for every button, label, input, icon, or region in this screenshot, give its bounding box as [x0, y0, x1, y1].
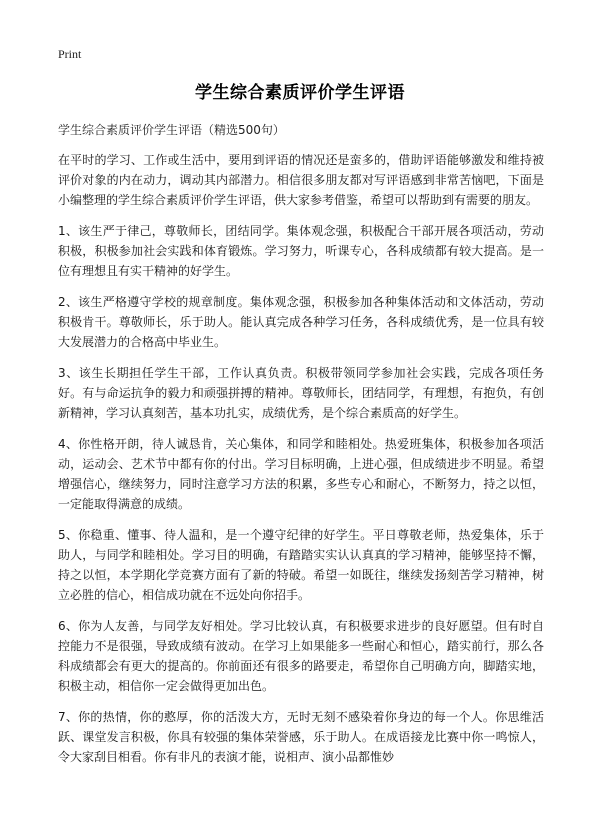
paragraph-comment-4: 4、你性格开朗，待人诚恳肯，关心集体，和同学和睦相处。热爱班集体，积极参加各项活动，运动会、艺术节中都有你的付出。学习目标明确，上进心强，但成绩进步不明显。希望增强信心，继续努力，同时注意学习方法的积累，多些专心和耐心，不断努力，持之以恒，一定能取得满意的成绩。	[58, 437, 544, 511]
paragraph-comment-3: 3、该生长期担任学生干部，工作认真负责。积极带领同学参加社会实践，完成各项任务好。有与命运抗争的毅力和顽强拼搏的精神。尊敬师长，团结同学，有理想，有抱负，有创新精神，学习认真刻苦，基本功扎实，成绩优秀，是个综合素质高的好学生。	[58, 366, 544, 420]
print-link[interactable]: Print	[58, 47, 82, 61]
paragraph-comment-5: 5、你稳重、懂事、待人温和，是一个遵守纪律的好学生。平日尊敬老师，热爱集体，乐于助人，与同学和睦相处。学习目的明确，有踏踏实实认认真真的学习精神，能够坚持不懈，持之以恒，本学期化学竞赛方面有了新的特破。希望一如既往，继续发扬刻苦学习精神，树立必胜的信心，相信成功就在不远处向你招手。	[58, 528, 544, 602]
page-title: 学生综合素质评价学生评语	[195, 83, 405, 103]
paragraph-comment-7: 7、你的热情，你的憨厚，你的活泼大方，无时无刻不感染着你身边的每一个人。你思维活跃、课堂发言积极，你具有较强的集体荣誉感，乐于助人。在成语接龙比赛中你一鸣惊人，令大家刮目相看。你有非凡的表演才能，说相声、演小品都惟妙	[58, 710, 544, 764]
paragraph-comment-1: 1、该生严于律己，尊敬师长，团结同学。集体观念强，积极配合干部开展各项活动，劳动积极，积极参加社会实践和体育锻炼。学习努力，听课专心，各科成绩都有较大提高。是一位有理想且有实干精神的好学生。	[58, 224, 544, 278]
paragraph-comment-6: 6、你为人友善，与同学友好相处。学习比较认真，有积极要求进步的良好愿望。但有时自控能力不是很强，导致成绩有波动。在学习上如果能多一些耐心和恒心，踏实前行，那么各科成绩都会有更大的提高的。你前面还有很多的路要走，希望你自己明确方向，脚踏实地，积极主动，相信你一定会做得更加出色。	[58, 619, 544, 693]
page-subtitle: 学生综合素质评价学生评语（精选500句）	[58, 123, 285, 137]
article-body	[58, 150, 544, 778]
paragraph-intro: 在平时的学习、工作或生活中，要用到评语的情况还是蛮多的，借助评语能够激发和维持被评价对象的内在动力，调动其内部潜力。相信很多朋友都对写评语感到非常苦恼吧，下面是小编整理的学生综合素质评价学生评语，供大家参考借鉴，希望可以帮助到有需要的朋友。	[58, 153, 544, 207]
paragraph-comment-2: 2、该生严格遵守学校的规章制度。集体观念强，积极参加各种集体活动和文体活动，劳动积极肯干。尊敬师长，乐于助人。能认真完成各种学习任务，各科成绩优秀，是一位具有较大发展潜力的合格高中毕业生。	[58, 295, 544, 349]
